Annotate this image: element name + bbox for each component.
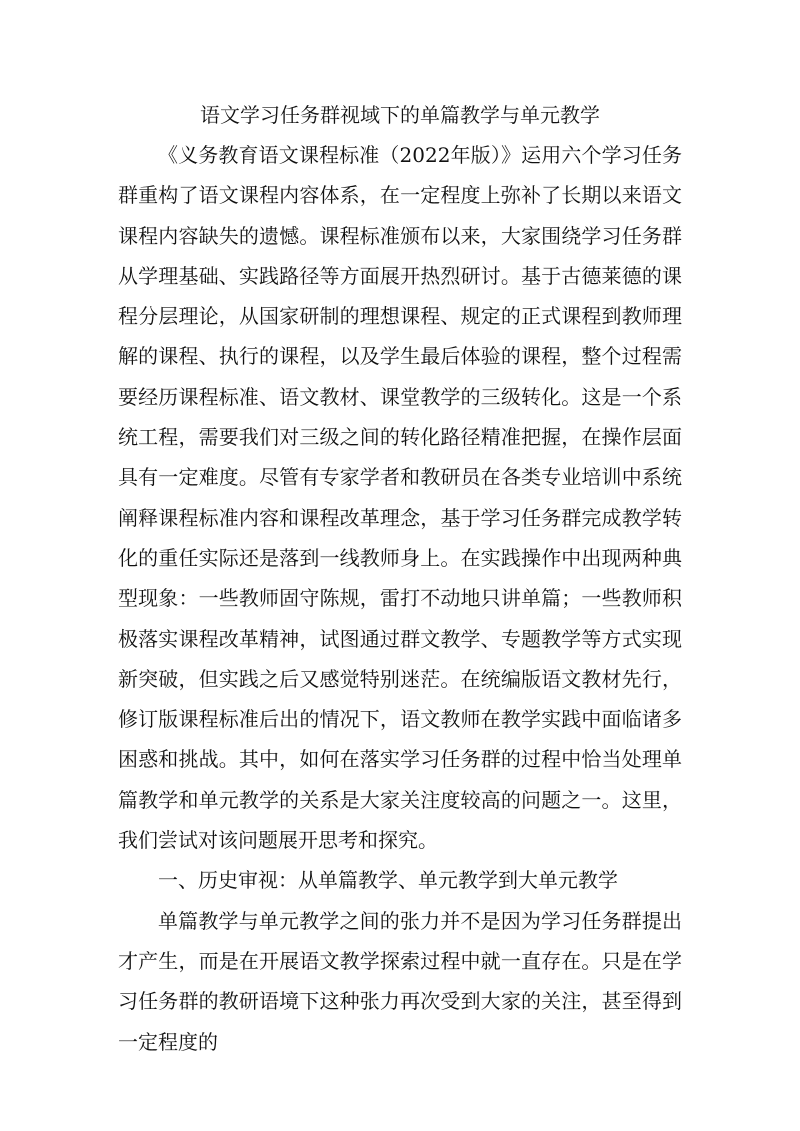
document-title: 语文学习任务群视域下的单篇教学与单元教学 [200, 103, 600, 127]
section-heading-1: 一、历史审视：从单篇教学、单元教学到大单元教学 [158, 868, 618, 893]
body-paragraph-1: 《义务教育语文课程标准（2022年版）》运用六个学习任务群重构了语文课程内容体系，在一定程度上弥补了长期以来语文课程内容缺失的遗憾。课程标准颁布以来，大家围绕学习任务群从学理基础、实践路径等方面展开热烈研讨。基于古德莱德的课程分层理论，从国家研制的理想课程、规定的正式课程到教师理解的课程、执行的课程，以及学生最后体验的课程，整个过程需要经历课程标准、语文教材、课堂教学的三级转化。这是一个系统工程，需要我们对三级之间的转化路径精准把握，在操作层面具有一定难度。尽管有专家学者和教研员在各类专业培训中系统阐释课程标准内容和课程改革理念，基于学习任务群完成教学转化的重任实际还是落到一线教师身上。在实践操作中出现两种典型现象：一些教师固守陈规，雷打不动地只讲单篇；一些教师积极落实课程改革精神，试图通过群文教学、专题教学等方式实现新突破，但实践之后又感觉特别迷茫。在统编版语文教材先行，修订版课程标准后出的情况下，语文教师在教学实践中面临诸多困惑和挑战。其中，如何在落实学习任务群的过程中恰当处理单篇教学和单元教学的关系是大家关注度较高的问题之一。这里，我们尝试对该问题展开思考和探究。 [118, 143, 682, 853]
body-paragraph-2: 单篇教学与单元教学之间的张力并不是因为学习任务群提出才产生，而是在开展语文教学探索过程中就一直存在。只是在学习任务群的教研语境下这种张力再次受到大家的关注，甚至得到一定程度的 [118, 908, 682, 1054]
document-body [118, 95, 682, 1062]
